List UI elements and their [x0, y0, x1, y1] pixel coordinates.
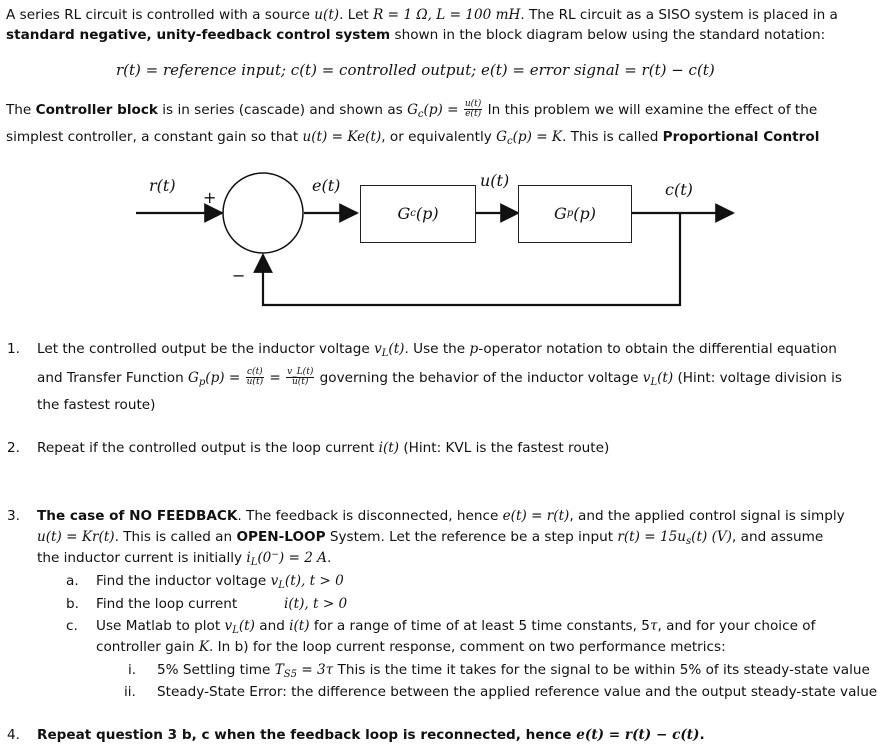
math: $G_c(p) = K$ — [496, 129, 563, 147]
summing-junction — [223, 173, 303, 253]
q4-line: Repeat question 3 b, c when the feedback loop is reconnected, hence e(t) = r(t) − c(t). — [37, 727, 705, 743]
q3c-line-2: controller gain K. In b) for the loop current response, comment on two performance metrics: — [96, 639, 726, 655]
math: u(t) = Ke(t) — [302, 129, 382, 145]
q3c-ii-text: Steady-State Error: the difference between the applied reference value and the output steady-state value — [157, 684, 878, 700]
q3c-i-label: i. — [128, 662, 137, 678]
q1-line-2: and Transfer Function $G_p(p)$ = $\frac{c(t)}{u(t)}$ = $\frac{v\_L(t)}{u(t)}$ governing the behavior of the inductor voltage $v_L(t)$ (Hint: voltage division is — [37, 367, 842, 388]
math: $G_c(p)$ = — [407, 101, 463, 120]
q3a-text: Find the inductor voltage $v_L(t)$, t > 0 — [96, 573, 344, 591]
fraction: $\frac{v\_L(t)}{u(t)}$ — [287, 367, 314, 388]
plant-block: G p (p) — [518, 185, 632, 243]
intro-text: . The RL circuit as a SISO system is placed in a — [520, 7, 838, 23]
bold-phrase: standard negative, unity-feedback control system — [6, 27, 391, 43]
q3c-line-1: Use Matlab to plot $v_L(t)$ and i(t) for a range of time of at least 5 time constants, 5τ, and for your choice of — [96, 618, 816, 636]
text: The — [6, 101, 36, 118]
q3c-i-text: 5% Settling time $T_{S5} = 3\tau$ This is the time it takes for the signal to be within 5% of its steady-state value — [157, 662, 870, 680]
plus-sign: + — [203, 188, 217, 207]
q3a-label: a. — [66, 573, 79, 589]
text: simplest controller, a constant gain so that — [6, 129, 303, 145]
math: u(t) — [314, 7, 340, 23]
intro-text: shown in the block diagram below using the standard notation: — [390, 27, 826, 43]
q3b-math: i(t), t > 0 — [284, 596, 348, 612]
q3b-text: Find the loop current — [96, 596, 238, 612]
label-u: u(t) — [480, 171, 510, 190]
q1-number: 1. — [7, 341, 20, 357]
q1-line-3: the fastest route) — [37, 397, 156, 413]
q3c-ii-label: ii. — [124, 684, 136, 700]
q3c-label: c. — [66, 618, 78, 634]
intro-text: A series RL circuit is controlled with a source — [6, 7, 315, 23]
label-e: e(t) — [312, 176, 341, 195]
text: is in series (cascade) and shown as — [157, 101, 408, 118]
q1-line-1: Let the controlled output be the inductor voltage $v_L(t)$. Use the p-operator notation to obtain the differential equation — [37, 341, 837, 359]
math: R = 1 Ω, L = 100 mH — [373, 7, 521, 23]
notation-line: r(t) = reference input; c(t) = controlled output; e(t) = error signal = r(t) − c(t) — [116, 61, 715, 79]
q2-line: Repeat if the controlled output is the loop current i(t) (Hint: KVL is the fastest route) — [37, 440, 610, 456]
label-r: r(t) — [149, 176, 176, 195]
text: In this problem we will examine the effect of the — [483, 101, 818, 118]
q3-line-2: u(t) = Kr(t). This is called an OPEN-LOOP System. Let the reference be a step input $r(t) = 15u_s(t)$ (V), and assume — [37, 529, 824, 547]
q3-line-1: The case of NO FEEDBACK. The feedback is disconnected, hence e(t) = r(t), and the applied control signal is simply — [37, 508, 845, 524]
q3b-label: b. — [66, 596, 79, 612]
q3-number: 3. — [7, 508, 20, 524]
controller-block: G c (p) — [360, 185, 476, 243]
text: . This is called — [562, 129, 663, 145]
q4-number: 4. — [7, 727, 20, 743]
q2-number: 2. — [7, 440, 20, 456]
fraction: $\frac{u(t)}{e(t)}$ — [464, 99, 482, 120]
fraction: $\frac{c(t)}{u(t)}$ — [246, 367, 264, 388]
label-c: c(t) — [665, 180, 693, 199]
text: , or equivalently — [381, 129, 497, 145]
q3-line-3: the inductor current is initially $i_L(0^-) = 2$ A. — [37, 550, 332, 568]
intro-text: . Let — [339, 7, 374, 23]
minus-sign: − — [232, 266, 246, 285]
bold-phrase: Proportional Control — [662, 129, 820, 145]
bold-phrase: Controller block — [35, 101, 158, 118]
